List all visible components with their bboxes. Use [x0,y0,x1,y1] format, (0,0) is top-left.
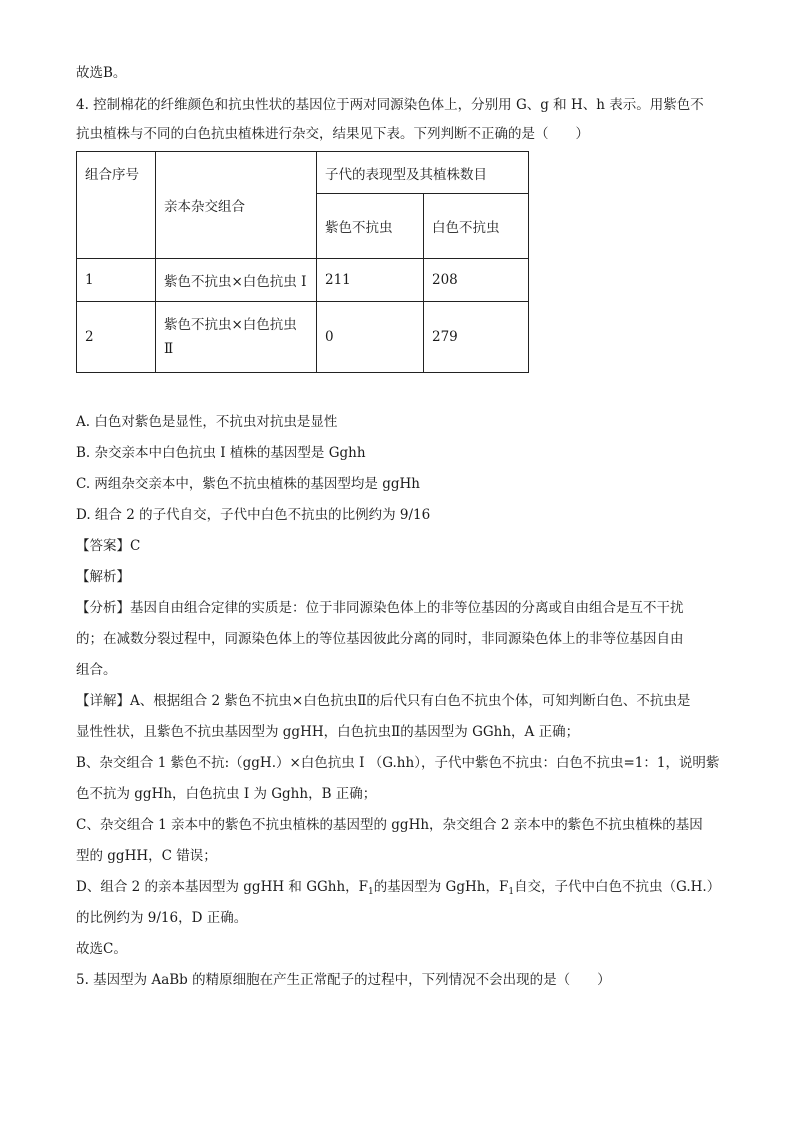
detail-c-line-1: C、杂交组合 1 亲本中的紫色不抗虫植株的基因型的 ggHh，杂交组合 2 亲本中的紫色不抗虫植株的基因 [76,817,703,833]
row-purple-count: 211 [317,259,424,302]
fenxi-line-2: 的；在减数分裂过程中，同源染色体上的等位基因彼此分离的同时，非同源染色体上的非等位基因自由 [76,631,684,647]
detail-d-text-a: D、组合 2 的亲本基因型为 ggHH 和 GGhh，F [76,879,369,895]
detail-d-line-1 [76,877,720,902]
option-d: D. 组合 2 的子代自交，子代中白色不抗虫的比例约为 9/16 [76,507,431,523]
detail-d-line-2: 的比例约为 9/16，D 正确。 [76,910,248,926]
option-a: A. 白色对紫色是显性，不抗虫对抗虫是显性 [76,414,338,430]
option-c: C. 两组杂交亲本中，紫色不抗虫植株的基因型均是 ggHh [76,476,420,492]
row-parent-cross [156,302,317,373]
answer-line [76,536,140,556]
row-white-count: 208 [424,259,529,302]
option-b: B. 杂交亲本中白色抗虫 I 植株的基因型是 Gghh [76,445,366,461]
row-purple-count: 0 [317,302,424,373]
detail-a-line-1: 【详解】A、根据组合 2 紫色不抗虫×白色抗虫Ⅱ的后代只有白色不抗虫个体，可知判断白色、不抗虫是 [76,693,691,709]
header-group-no: 组合序号 [77,152,156,259]
row-parent-cross: 紫色不抗虫×白色抗虫 I [156,259,317,302]
detail-a-line-2: 显性性状，且紫色不抗虫基因型为 ggHH，白色抗虫Ⅱ的基因型为 GGhh，A 正确； [76,724,580,740]
header-parent-cross: 亲本杂交组合 [156,152,317,259]
header-purple-nonresistant: 紫色不抗虫 [317,194,424,259]
row-group-no: 1 [77,259,156,302]
subscript-1: 1 [368,887,374,897]
table-row [77,259,529,302]
fenxi-line-1: 【分析】基因自由组合定律的实质是：位于非同源染色体上的非等位基因的分离或自由组合是互不干扰 [76,600,684,616]
conclusion: 故选C。 [76,941,127,957]
detail-d-text-c: 自交，子代中白色不抗虫（G.H.） [514,879,721,895]
header-white-nonresistant: 白色不抗虫 [424,194,529,259]
answer-value: C [130,538,141,554]
previous-conclusion: 故选B。 [76,65,127,81]
detail-b-line-2: 色不抗为 ggHh，白色抗虫 I 为 Gghh，B 正确； [76,786,377,802]
cross-results-table [76,151,529,373]
row-white-count: 279 [424,302,529,373]
question-4-line-1: 4. 控制棉花的纤维颜色和抗虫性状的基因位于两对同源染色体上，分别用 G、g 和 H、h 表示。用紫色不 [76,97,704,113]
fenxi-line-3: 组合。 [76,662,117,678]
table-row [77,302,529,373]
analysis-tag: 【解析】 [76,569,130,585]
subscript-1: 1 [508,887,515,897]
question-4-line-2: 抗虫植株与不同的白色抗虫植株进行杂交，结果见下表。下列判断不正确的是（ ） [76,126,589,142]
detail-b-line-1: B、杂交组合 1 紫色不抗:（ggH.）×白色抗虫 I （G.hh），子代中紫色不抗虫：白色不抗虫=1：1，说明紫 [76,755,720,771]
detail-c-line-2: 型的 ggHH，C 错误； [76,848,217,864]
row-group-no: 2 [77,302,156,373]
row-parent-cross-line-1: 紫色不抗虫×白色抗虫 [164,317,297,333]
row-parent-cross-line-2: Ⅱ [164,341,174,357]
answer-tag: 【答案】 [76,538,130,554]
header-offspring: 子代的表现型及其植株数目 [317,152,529,194]
detail-d-text-b: 的基因型为 GgHh，F [373,879,509,895]
question-5-stem: 5. 基因型为 AaBb 的精原细胞在产生正常配子的过程中，下列情况不会出现的是（ ） [76,972,611,988]
